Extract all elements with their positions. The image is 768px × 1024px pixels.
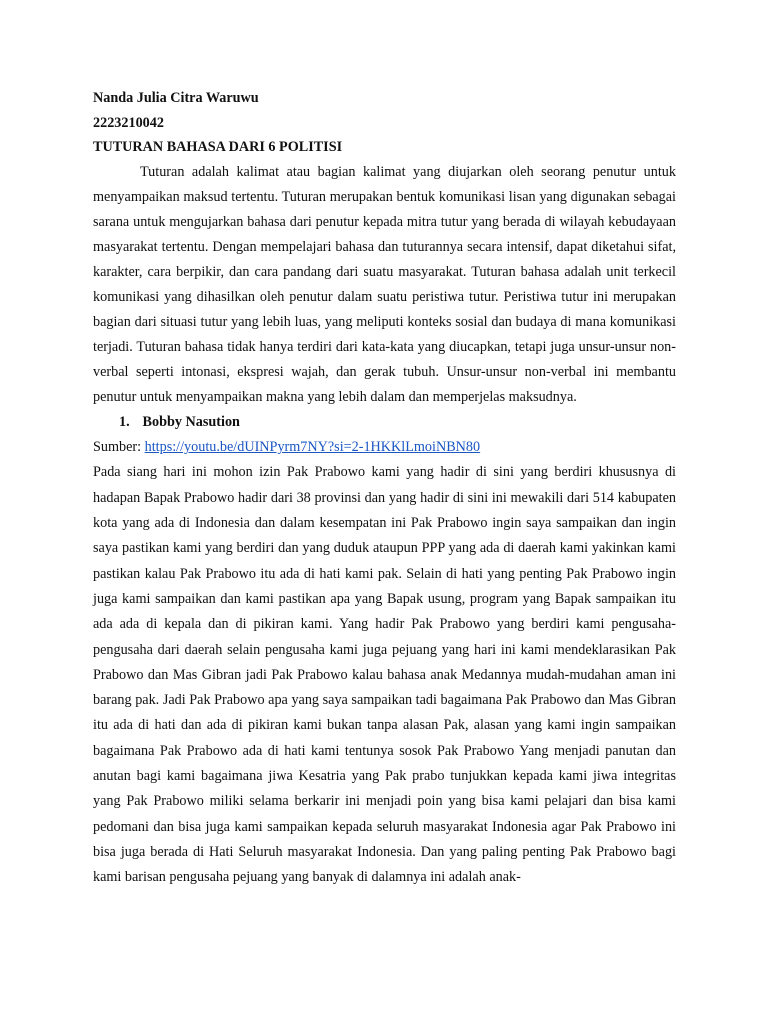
document-title: TUTURAN BAHASA DARI 6 POLITISI: [93, 139, 343, 155]
section-title: Bobby Nasution: [142, 414, 240, 431]
student-id: 2223210042: [93, 114, 164, 131]
section-heading-bobby-nasution: [93, 410, 676, 435]
transcript-paragraph: Pada siang hari ini mohon izin Pak Prabowo kami yang hadir di sini yang berdiri khususnya di hadapan Bapak Prabowo hadir dari 38 provinsi dan yang hadir di sini ini mewakili dari 514 kabupaten kota yang ada di Indonesia dan dalam kesempatan ini Pak Prabowo ingin saya sampaikan dan ingin saya pastikan kami yang berdiri dan yang duduk ataupun PPP yang ada di daerah kami yakinkan kami pastikan kalau Pak Prabowo itu ada di hati kami pak. Selain di hati yang penting Pak Prabowo ingin juga kami sampaikan dan kami pastikan apa yang Bapak usung, program yang Bapak sampaikan itu ada ada di kepala dan di pikiran kami. Yang hadir Pak Prabowo yang berdiri kami pengusaha-pengusaha dari daerah selain pengusaha kami juga pejuang yang hari ini kami mendeklarasikan Pak Prabowo dan Mas Gibran jadi Pak Prabowo kalau bahasa anak Medannya mudah-mudahan aman ini barang pak. Jadi Pak Prabowo apa yang saya sampaikan tadi bagaimana Pak Prabowo dan Mas Gibran itu ada di hati dan ada di pikiran kami bukan tanpa alasan Pak, alasan yang kami ingin sampaikan bagaimana Pak Prabowo ada di hati kami tentunya sosok Pak Prabowo Yang menjadi panutan dan anutan bagi kami bagaimana jiwa Kesatria yang Pak prabo tunjukkan kepada kami jiwa integritas yang Pak Prabowo miliki selama berkarir ini menjadi poin yang bisa kami pelajari dan bisa kami pedomani dan bisa juga kami sampaikan kepada seluruh masyarakat Indonesia agar Pak Prabowo ini bisa juga berada di Hati Seluruh masyarakat Indonesia. Dan yang paling penting Pak Prabowo bagi kami barisan pengusaha pejuang yang banyak di dalamnya ini adalah anak-: [93, 464, 676, 886]
intro-paragraph: Tuturan adalah kalimat atau bagian kalimat yang diujarkan oleh seorang penutur untuk menyampaikan maksud tertentu. Tuturan merupakan bentuk komunikasi lisan yang digunakan sebagai sarana untuk mengujarkan bahasa dari penutur kepada mitra tutur yang berada di wilayah kebudayaan masyarakat tertentu. Dengan mempelajari bahasa dan tuturannya secara intensif, dapat diketahui sifat, karakter, cara berpikir, dan cara pandang dari suatu masyarakat. Tuturan bahasa adalah unit terkecil komunikasi yang dihasilkan oleh penutur dalam suatu peristiwa tutur. Peristiwa tutur ini merupakan bagian dari situasi tutur yang lebih luas, yang meliputi konteks sosial dan budaya di mana komunikasi terjadi. Tuturan bahasa tidak hanya terdiri dari kata-kata yang diucapkan, tetapi juga unsur-unsur non-verbal seperti intonasi, ekspresi wajah, dan gerak tubuh. Unsur-unsur non-verbal ini membantu penutur untuk menyampaikan makna yang lebih dalam dan memperjelas maksudnya.: [93, 163, 676, 406]
author-name: Nanda Julia Citra Waruwu: [93, 90, 259, 106]
source-link[interactable]: https://youtu.be/dUINPyrm7NY?si=2-1HKKlLmoiNBN80: [144, 439, 481, 456]
section-number: 1.: [119, 414, 130, 431]
source-label: Sumber:: [93, 439, 142, 456]
source-line: [93, 435, 676, 460]
